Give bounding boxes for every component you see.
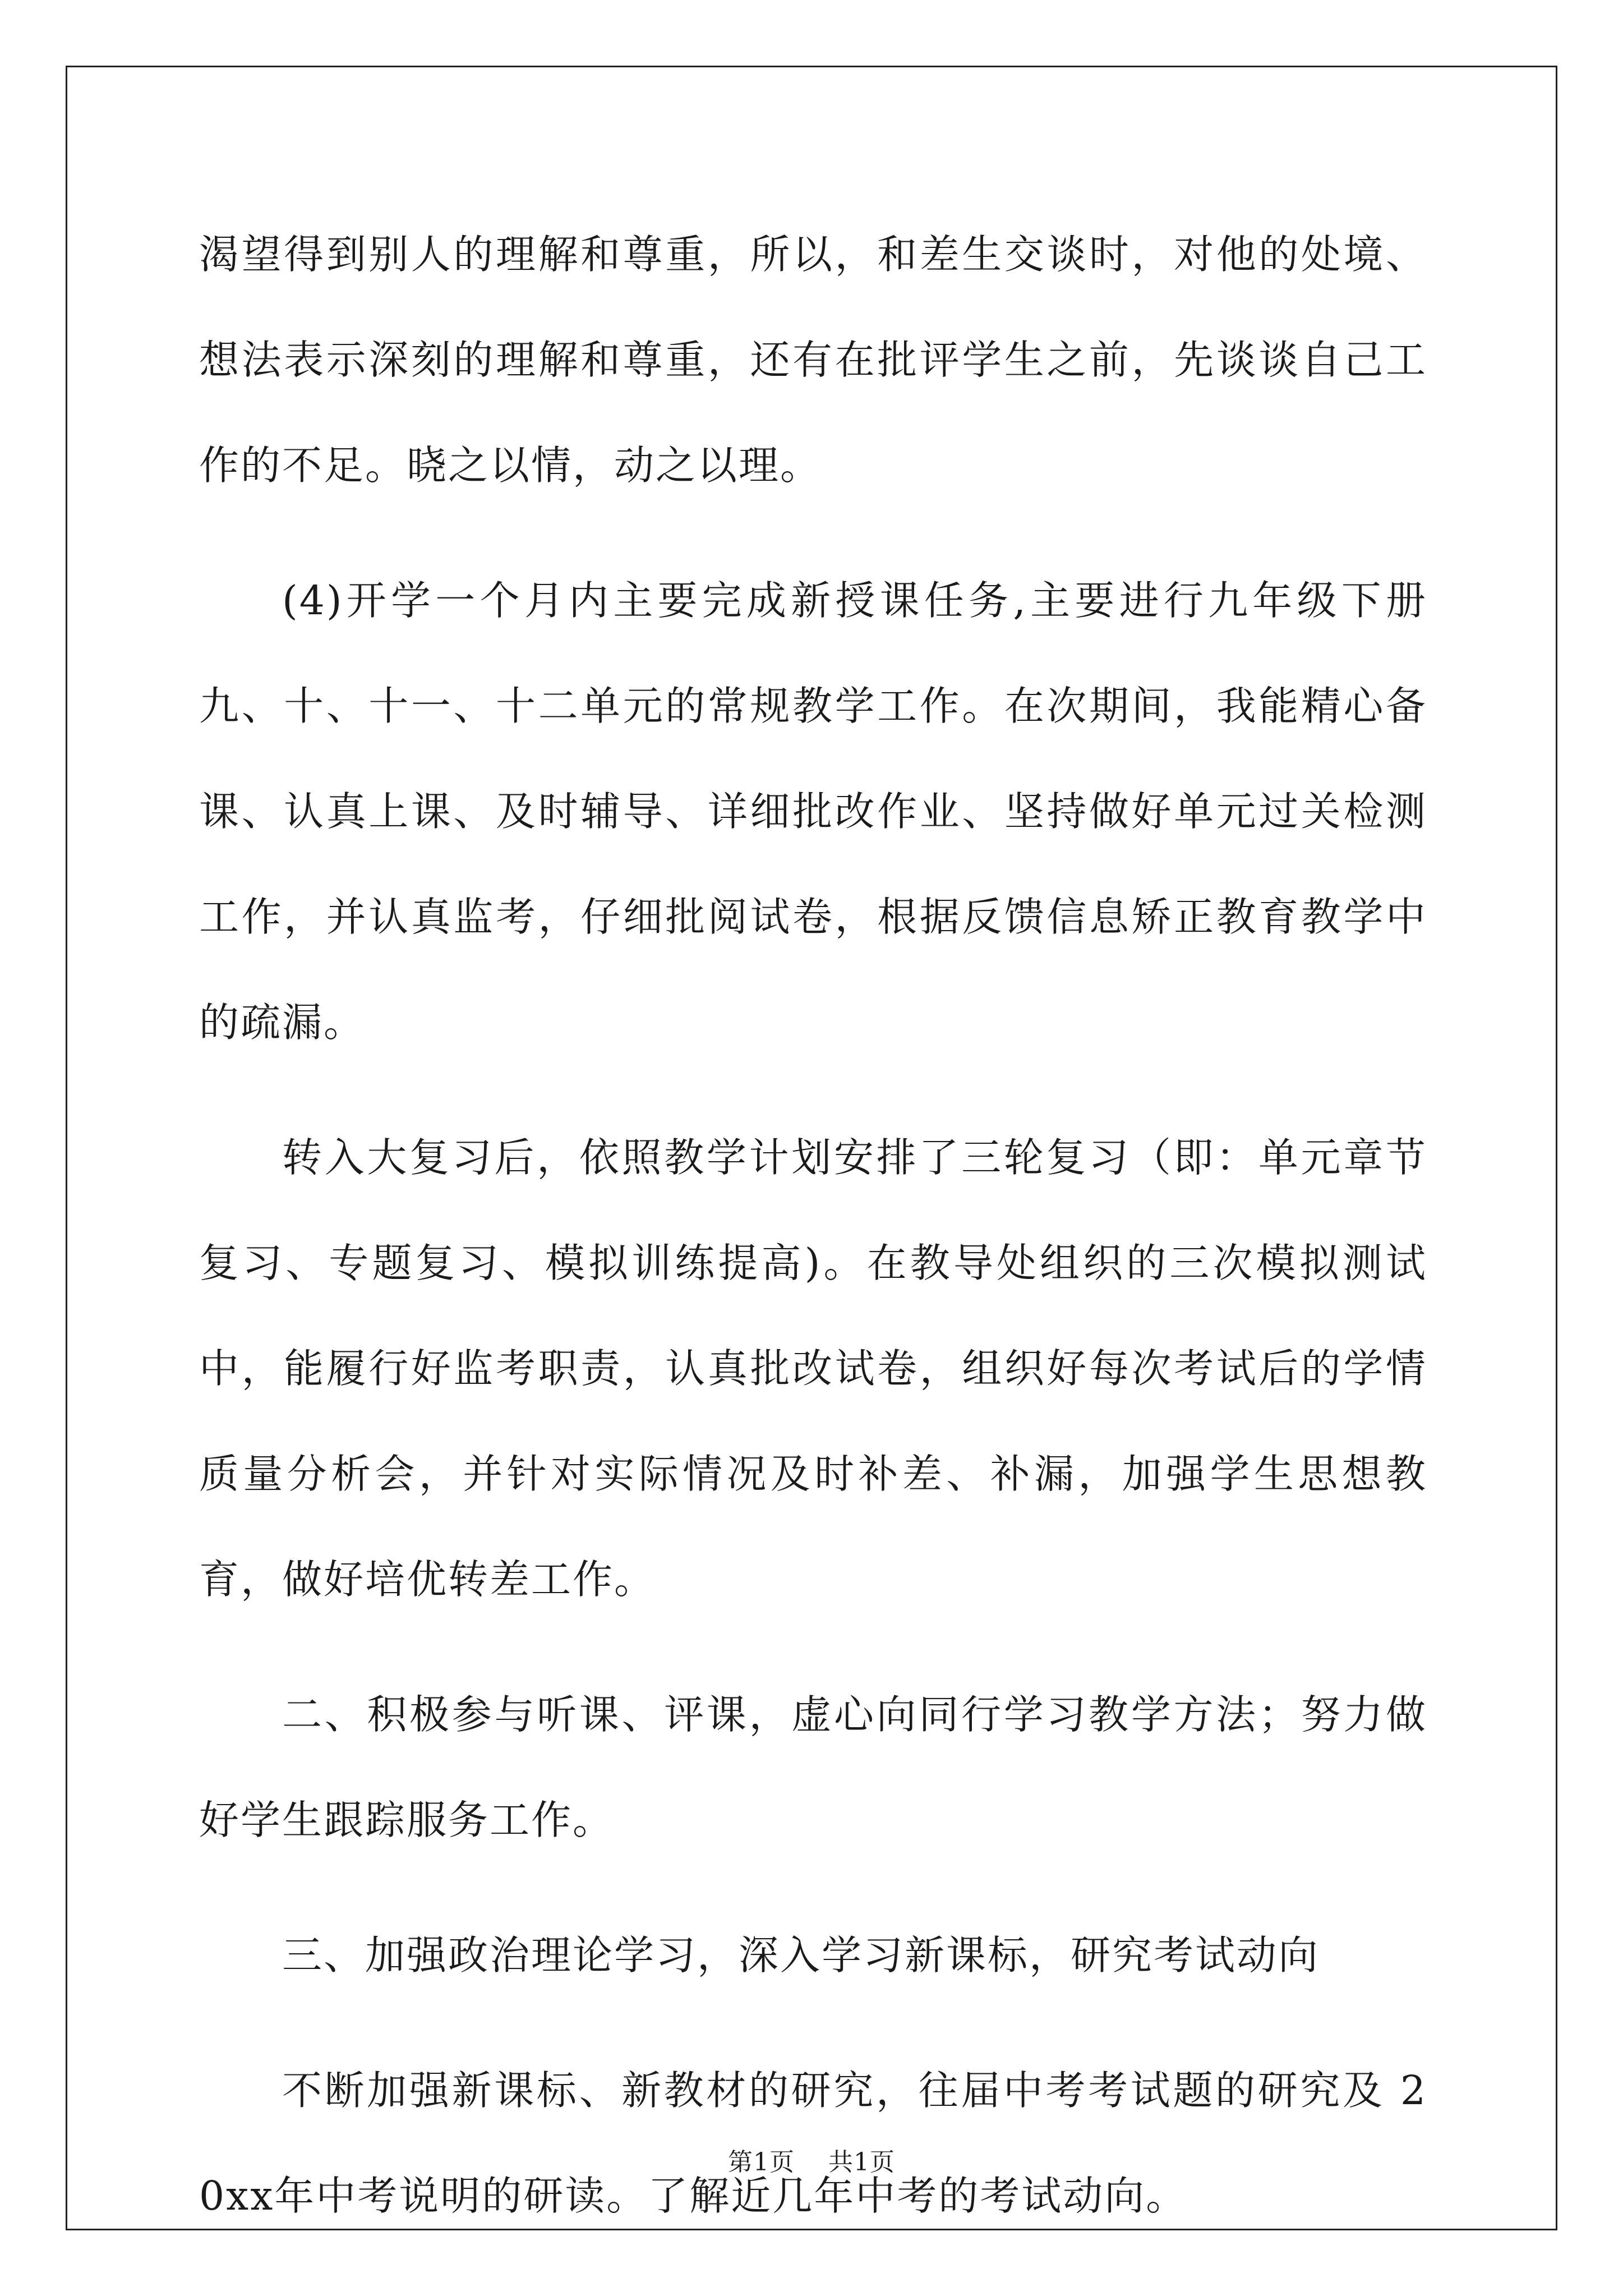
- paragraph-3: 转入大复习后，依照教学计划安排了三轮复习（即：单元章节复习、专题复习、模拟训练提高)。在教导处组织的三次模拟测试中，能履行好监考职责，认真批改试卷，组织好每次考试后的学情质量分析会，并针对实际情况及时补差、补漏，加强学生思想教育，做好培优转差工作。: [199, 1134, 1427, 1603]
- page-footer: [0, 2146, 1623, 2179]
- document-body: [199, 202, 1427, 2279]
- paragraph-4: 二、积极参与听课、评课，虚心向同行学习教学方法；努力做好学生跟踪服务工作。: [199, 1691, 1427, 1843]
- page-number-current: 第1页: [728, 2148, 795, 2177]
- paragraph-5: 三、加强政治理论学习，深入学习新课标，研究考试动向: [282, 1932, 1320, 1978]
- paragraph-2: (4)开学一个月内主要完成新授课任务,主要进行九年级下册九、十、十一、十二单元的常规教学工作。在次期间，我能精心备课、认真上课、及时辅导、详细批改作业、坚持做好单元过关检测工作，并认真监考，仔细批阅试卷，根据反馈信息矫正教育教学中的疏漏。: [199, 577, 1427, 1046]
- paragraph-1: 渴望得到别人的理解和尊重，所以，和差生交谈时，对他的处境、想法表示深刻的理解和尊重，还有在批评学生之前，先谈谈自己工作的不足。晓之以情，动之以理。: [199, 231, 1427, 489]
- page-number-total: 共1页: [828, 2148, 895, 2177]
- paragraph-6: 不断加强新课标、新教材的研究，往届中考考试题的研究及 20xx年中考说明的研读。了解近几年中考的考试动向。: [199, 2067, 1427, 2219]
